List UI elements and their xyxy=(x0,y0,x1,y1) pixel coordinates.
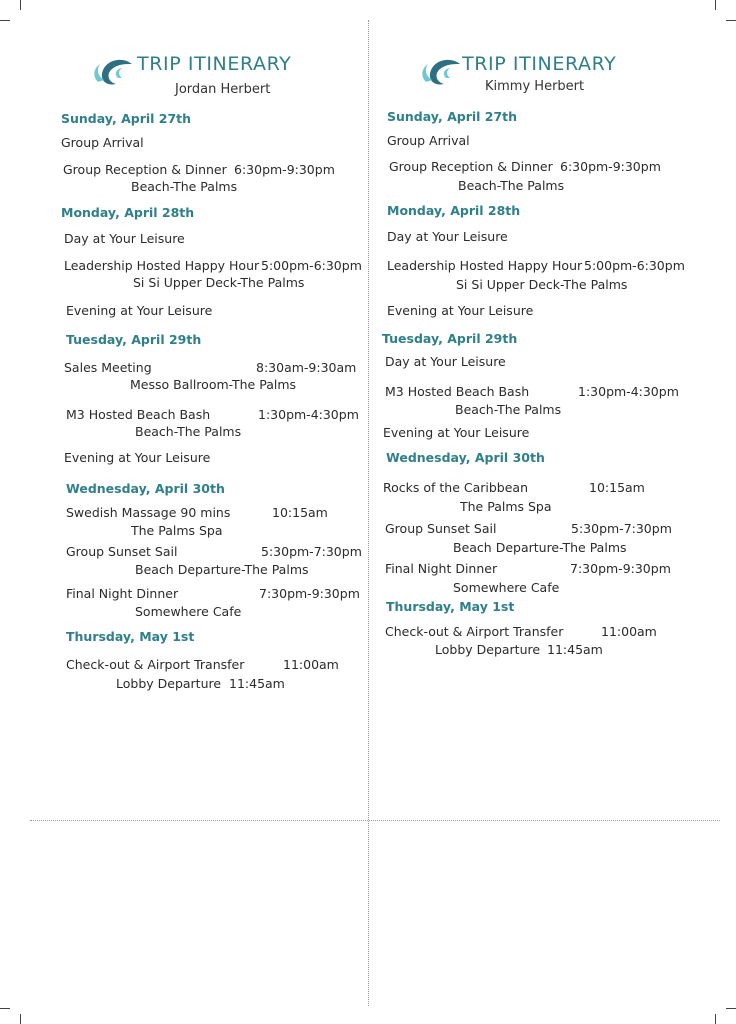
day-heading: Wednesday, April 30th xyxy=(386,450,545,465)
event-time: 5:00pm-6:30pm xyxy=(584,258,685,273)
day-heading: Sunday, April 27th xyxy=(387,109,518,124)
event-location: Beach Departure-The Palms xyxy=(453,540,627,555)
crop-mark xyxy=(726,1008,736,1009)
event-title: Final Night Dinner xyxy=(66,586,179,601)
event-location: Beach-The Palms xyxy=(131,179,238,194)
day-heading: Thursday, May 1st xyxy=(386,599,515,614)
event-location: Si Si Upper Deck-The Palms xyxy=(456,277,628,292)
event-title: Group Reception & Dinner xyxy=(389,159,553,174)
event-title: Swedish Massage 90 mins xyxy=(66,505,231,520)
event-location: Beach-The Palms xyxy=(458,178,565,193)
event-title: Leadership Hosted Happy Hour xyxy=(64,258,260,273)
event-title: Group Arrival xyxy=(387,133,470,148)
event-title: Group Sunset Sail xyxy=(66,544,178,559)
event-time: 6:30pm-9:30pm xyxy=(234,162,335,177)
event-location: Somewhere Cafe xyxy=(453,580,560,595)
event-title: M3 Hosted Beach Bash xyxy=(66,407,211,422)
horizontal-cut-line xyxy=(30,820,720,821)
event-title: Group Sunset Sail xyxy=(385,521,497,536)
event-title: Final Night Dinner xyxy=(385,561,498,576)
event-location: Beach-The Palms xyxy=(455,402,562,417)
event-time: 5:00pm-6:30pm xyxy=(261,258,362,273)
crop-mark xyxy=(20,1014,21,1024)
event-location: Messo Ballroom-The Palms xyxy=(130,377,297,392)
wave-logo-icon xyxy=(420,58,464,88)
event-time: 6:30pm-9:30pm xyxy=(560,159,661,174)
event-title: Check-out & Airport Transfer xyxy=(66,657,245,672)
event-location-time: 11:45am xyxy=(547,642,603,657)
event-title: Evening at Your Leisure xyxy=(387,303,534,318)
crop-mark xyxy=(715,1014,716,1024)
wave-logo-icon xyxy=(92,58,136,88)
vertical-cut-line xyxy=(368,20,369,1006)
event-title: Leadership Hosted Happy Hour xyxy=(387,258,583,273)
event-title: Group Reception & Dinner xyxy=(63,162,227,177)
event-location: The Palms Spa xyxy=(131,523,223,538)
event-time: 1:30pm-4:30pm xyxy=(578,384,679,399)
event-title: Day at Your Leisure xyxy=(387,229,508,244)
event-location: Lobby Departure xyxy=(116,676,222,691)
event-time: 7:30pm-9:30pm xyxy=(570,561,671,576)
day-heading: Sunday, April 27th xyxy=(61,111,192,126)
event-title: Sales Meeting xyxy=(64,360,152,375)
crop-mark xyxy=(0,1008,10,1009)
event-time: 1:30pm-4:30pm xyxy=(258,407,359,422)
event-location: Beach-The Palms xyxy=(135,424,242,439)
crop-mark xyxy=(715,0,716,10)
event-time: 5:30pm-7:30pm xyxy=(261,544,362,559)
event-title: Group Arrival xyxy=(61,135,144,150)
event-location: Si Si Upper Deck-The Palms xyxy=(133,275,305,290)
event-title: M3 Hosted Beach Bash xyxy=(385,384,530,399)
crop-mark xyxy=(20,0,21,10)
day-heading: Monday, April 28th xyxy=(61,205,195,220)
event-title: Rocks of the Caribbean xyxy=(383,480,529,495)
traveler-name: Kimmy Herbert xyxy=(485,79,585,94)
day-heading: Monday, April 28th xyxy=(387,203,521,218)
event-title: Evening at Your Leisure xyxy=(66,303,213,318)
event-time: 10:15am xyxy=(589,480,645,495)
day-heading: Tuesday, April 29th xyxy=(66,332,202,347)
event-title: Evening at Your Leisure xyxy=(64,450,211,465)
event-location-time: 11:45am xyxy=(229,676,285,691)
day-heading: Thursday, May 1st xyxy=(66,629,195,644)
event-title: Day at Your Leisure xyxy=(385,354,506,369)
crop-mark xyxy=(0,20,10,21)
event-location: Somewhere Cafe xyxy=(135,604,242,619)
event-location: Lobby Departure xyxy=(435,642,541,657)
event-time: 10:15am xyxy=(272,505,328,520)
event-location: Beach Departure-The Palms xyxy=(135,562,309,577)
crop-mark xyxy=(726,20,736,21)
day-heading: Wednesday, April 30th xyxy=(66,481,225,496)
event-location: The Palms Spa xyxy=(460,499,552,514)
event-title: Check-out & Airport Transfer xyxy=(385,624,564,639)
event-time: 11:00am xyxy=(283,657,339,672)
event-time: 11:00am xyxy=(601,624,657,639)
traveler-name: Jordan Herbert xyxy=(175,82,271,97)
event-title: Evening at Your Leisure xyxy=(383,425,530,440)
brand-title: TRIP ITINERARY xyxy=(137,53,292,75)
day-heading: Tuesday, April 29th xyxy=(382,331,518,346)
brand-title: TRIP ITINERARY xyxy=(462,53,617,75)
event-time: 7:30pm-9:30pm xyxy=(259,586,360,601)
event-time: 8:30am-9:30am xyxy=(256,360,357,375)
event-time: 5:30pm-7:30pm xyxy=(571,521,672,536)
event-title: Day at Your Leisure xyxy=(64,231,185,246)
